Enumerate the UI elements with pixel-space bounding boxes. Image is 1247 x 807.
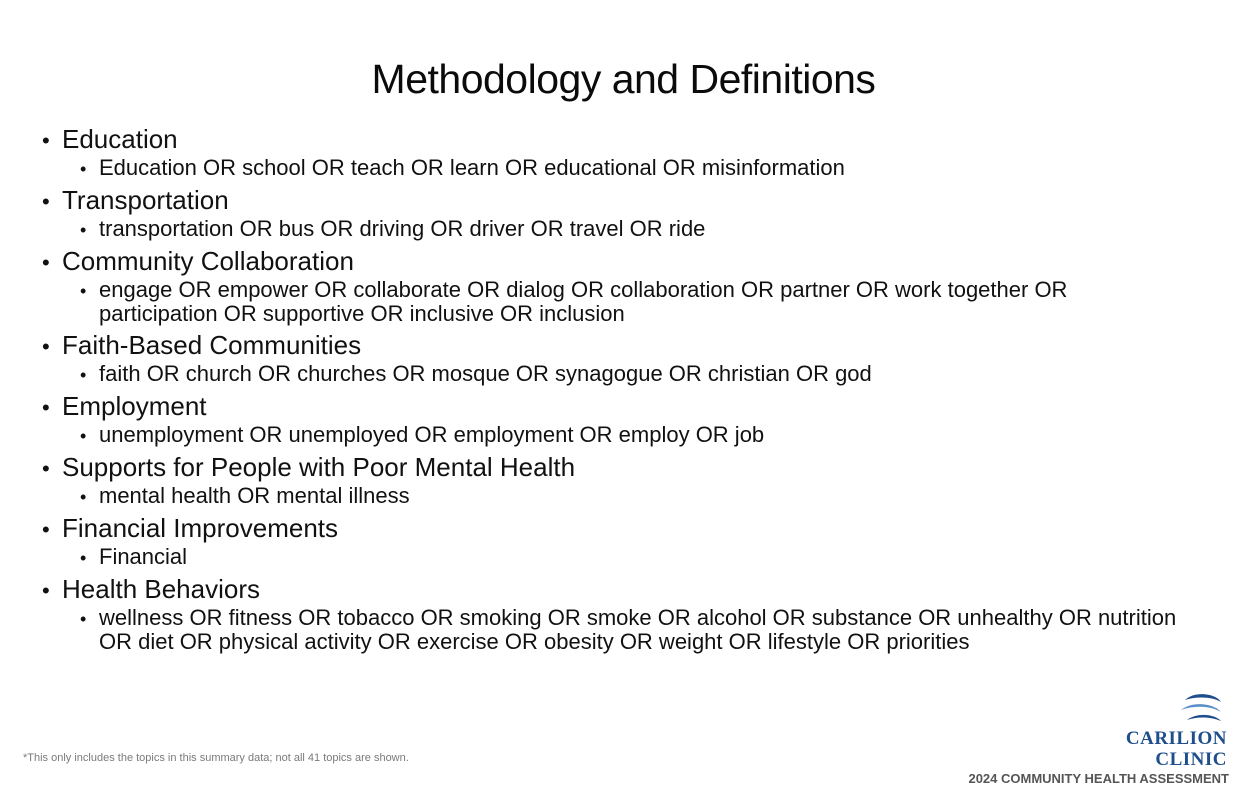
topic-search-terms: mental health OR mental illness (99, 483, 410, 508)
bullet-icon: • (80, 365, 87, 385)
bullet-icon: • (80, 487, 87, 507)
topic-label: Supports for People with Poor Mental Health (62, 452, 576, 482)
topic-label: Transportation (62, 185, 229, 215)
footnote: *This only includes the topics in this summary data; not all 41 topics are shown. (23, 752, 409, 764)
topic-item (42, 246, 1222, 330)
bullet-icon: • (42, 250, 50, 275)
logo-wordmark-line1: CARILION (1125, 728, 1227, 749)
carilion-logo (929, 692, 1229, 792)
topic-label: Health Behaviors (62, 574, 260, 604)
topic-list (42, 124, 1222, 654)
topic-search-terms: engage OR empower OR collaborate OR dialog OR collaboration OR partner OR work together OR participation OR supportive OR inclusive OR inclusion (99, 277, 1068, 326)
bullet-icon: • (42, 517, 50, 542)
carilion-swoosh-icon (1179, 692, 1223, 728)
report-tagline: 2024 COMMUNITY HEALTH ASSESSMENT (968, 771, 1229, 786)
bullet-icon: • (42, 128, 50, 153)
topic-item (42, 574, 1222, 654)
topic-search-terms: transportation OR bus OR driving OR driver OR travel OR ride (99, 216, 706, 241)
bullet-icon: • (42, 456, 50, 481)
page-title: Methodology and Definitions (371, 56, 876, 102)
topic-search-terms: unemployment OR unemployed OR employment OR employ OR job (99, 422, 765, 447)
topic-label: Community Collaboration (62, 246, 354, 276)
bullet-icon: • (80, 426, 87, 446)
bullet-icon: • (42, 395, 50, 420)
topic-item (42, 391, 1222, 452)
topic-search-terms: Education OR school OR teach OR learn OR educational OR misinformation (99, 155, 845, 180)
bullet-icon: • (80, 281, 87, 301)
topic-item (42, 185, 1222, 246)
topic-item (42, 452, 1222, 513)
topic-item (42, 124, 1222, 185)
topic-label: Faith-Based Communities (62, 330, 362, 360)
topic-item (42, 513, 1222, 574)
bullet-icon: • (80, 159, 87, 179)
topic-search-terms: wellness OR fitness OR tobacco OR smoking OR smoke OR alcohol OR substance OR unhealthy OR nutrition OR diet OR physical activity OR exercise OR obesity OR weight OR lifestyle OR priorities (99, 605, 1177, 654)
topic-label: Employment (62, 391, 207, 421)
bullet-icon: • (42, 334, 50, 359)
topic-label: Education (62, 124, 178, 154)
bullet-icon: • (42, 578, 50, 603)
topic-item (42, 330, 1222, 391)
bullet-icon: • (80, 220, 87, 240)
bullet-icon: • (42, 189, 50, 214)
topic-label: Financial Improvements (62, 513, 338, 543)
logo-wordmark-line2: CLINIC (1155, 749, 1227, 770)
topic-search-terms: faith OR church OR churches OR mosque OR synagogue OR christian OR god (99, 361, 872, 386)
bullet-icon: • (80, 548, 87, 568)
topic-search-terms: Financial (99, 544, 188, 569)
bullet-icon: • (80, 609, 87, 629)
